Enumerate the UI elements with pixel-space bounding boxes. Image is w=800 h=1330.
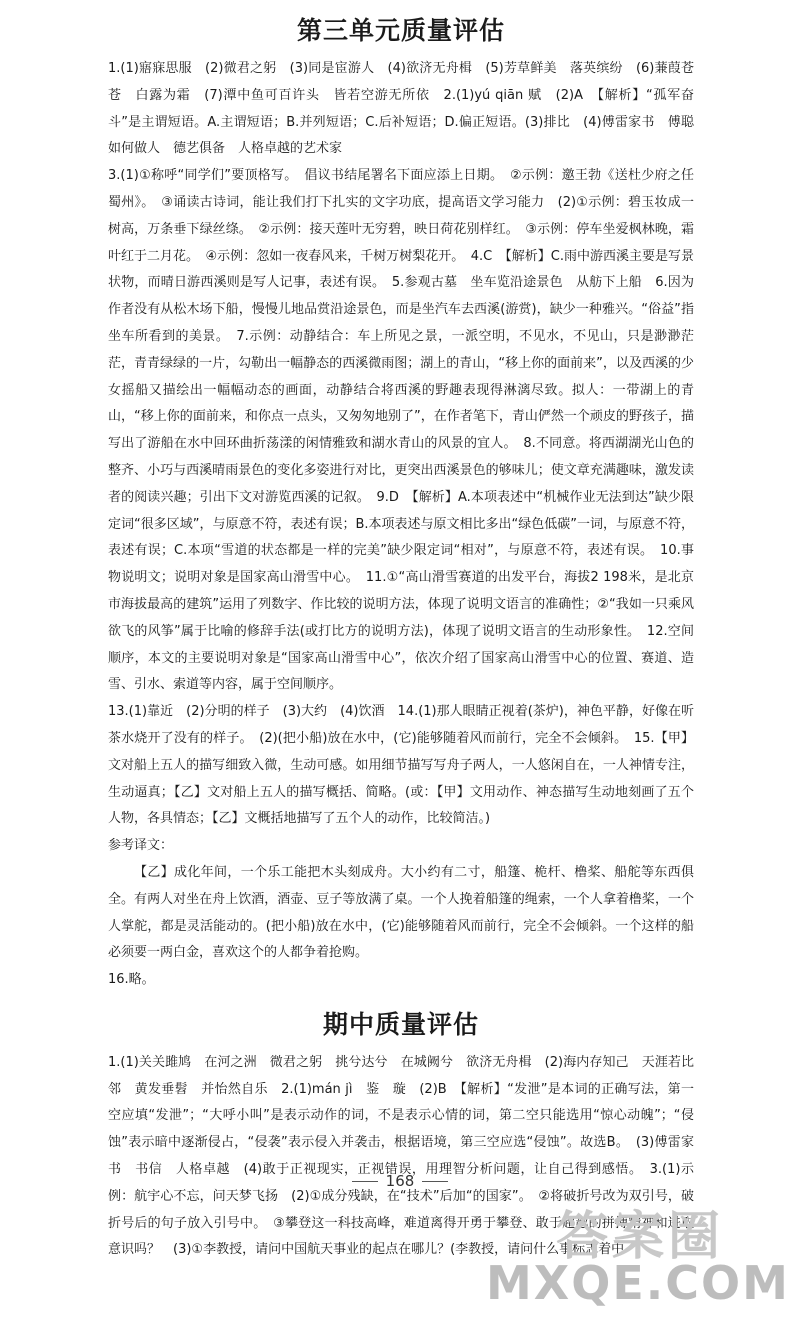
section-title-unit3: 第三单元质量评估 — [296, 16, 505, 45]
answer-paragraph: 3.(1)①称呼“同学们”要顶格写。 倡议书结尾署名下面应添上日期。 ②示例：邀王勃《送杜少府之任蜀州》。 ③诵读古诗词，能让我们打下扎实的文字功底，提高语文学习能力 (2)①示例：碧玉妆成一树高，万条垂下绿丝绦。 ②示例：接天莲叶无穷碧，映日荷花别样红。 ③示例：停车坐爱枫林晚，霜叶红于二月花。 ④示例：忽如一夜春风来，千树万树梨花开。 4.C 【解析】C.雨中游西溪主要是写景状物，而晴日游西溪则是写人记事，表述有误。 5.参观古墓 坐车览沿途景色 从舫下上船 6.因为作者没有从松木场下船，慢慢儿地品赏沿途景色，而是坐汽车去西溪(游赏)，缺少一种雅兴。“俗益”指坐车所看到的美景。 7.示例：动静结合：车上所见之景，一派空明，不见水，不见山，只是渺渺茫茫，青青绿绿的一片，勾勒出一幅静态的西溪微雨图；湖上的青山，“移上你的面前来”，以及西溪的少女摇船又描绘出一幅幅动态的画面，动静结合将西溪的野趣表现得淋漓尽致。拟人：一带湖上的青山，“移上你的面前来，和你点一点头，又匆匆地别了”，在作者笔下，青山俨然一个顽皮的野孩子，描写出了游船在水中回环曲折荡漾的闲情雅致和湖水青山的风景的宜人。 8.不同意。将西湖湖光山色的整齐、小巧与西溪晴雨景色的变化多姿进行对比，更突出西溪景色的够味儿；使文章充满趣味，激发读者的阅读兴趣；引出下文对游览西溪的记叙。 9.D 【解析】A.本项表述中“机械作业无法到达”缺少限定词“很多区域”，与原意不符，表述有误；B.本项表述与原文相比多出“绿色低碳”一词，与原意不符，表述有误；C.本项“雪道的状态都是一样的完美”缺少限定词“相对”，与原意不符，表述有误。 10.事物说明文；说明对象是国家高山滑雪中心。 11.①“高山滑雪赛道的出发平台，海拔2 198米，是北京市海拔最高的建筑”运用了列数字、作比较的说明方法，体现了说明文语言的准确性；②“我如一只乘风欲飞的风筝”属于比喻的修辞手法(或打比方的说明方法)，体现了说明文语言的生动形象性。 12.空间顺序，本文的主要说明对象是“国家高山滑雪中心”，依次介绍了国家高山滑雪中心的位置、赛道、造雪、引水、索道等内容，属于空间顺序。 — [108, 168, 694, 693]
translation-paragraph: 【乙】成化年间，一个乐工能把木头刻成舟。大小约有二寸，船篷、桅杆、橹桨、船舵等东西俱全。有两人对坐在舟上饮酒，酒壶、豆子等放满了桌。一个人挽着船篷的绳索，一个人拿着橹桨，一个人掌舵，都是灵活能动的。(把小船)放在水中，(它)能够随着风而前行，完全不会倾斜。一个这样的船必须要一两白金，喜欢这个的人都争着抢购。 — [108, 864, 694, 961]
dash-left — [352, 1181, 378, 1182]
answer-page — [108, 14, 708, 1264]
answer-paragraph: 13.(1)靠近 (2)分明的样子 (3)大约 (4)饮酒 14.(1)那人眼睛正视着(茶炉)，神色平静，好像在听茶水烧开了没有的样子。 (2)(把小船)放在水中，(它)能够随着风而前行，完全不会倾斜。 15.【甲】文对船上五人的描写细致入微，生动可感。如用细节描写写舟子两人，一人悠闲自在，一人神情专注，生动逼真；【乙】文对船上五人的描写概括、简略。(或：【甲】文用动作、神态描写生动地刻画了五个人物，各具情态；【乙】文概括地描写了五个人的动作，比较简洁。) — [108, 704, 694, 827]
page-number — [0, 1172, 800, 1190]
reference-label: 参考译文： — [108, 838, 174, 854]
section-title-midterm: 期中质量评估 — [322, 1009, 479, 1039]
watermark-logo-text: 答案圈 — [556, 1207, 725, 1267]
dash-right — [422, 1181, 448, 1182]
answer-paragraph: 1.(1)关关雎鸠 在河之洲 微君之躬 挑兮达兮 在城阙兮 欲济无舟楫 (2)海内存知己 天涯若比邻 黄发垂髫 并怡然自乐 2.(1)mán jì 鉴 璇 (2)B 【解析】“发泄”是本词的正确写法，第一空应填“发泄”；“大呼小叫”是表示动作的词，不是表示心情的词，第二空只能选用“惊心动魄”；“侵蚀”表示暗中逐渐侵占，“侵袭”表示侵入并袭击，根据语境，第三空应选“侵蚀”。故选B。 (3)傅雷家书 书信 人格卓越 (4)敢于正视现实，正视错误，用理智分析问题，让自己得到感悟。 3.(1)示例：航宇心不忘，问天梦飞扬 (2)①成分残缺，在“技术”后加“的国家”。 ②将破折号改为双引号，破折号后的句子放入引号中。 ③攀登这一科技高峰，难道离得开勇于攀登、敢于超越的拼搏精神和进取意识吗？ (3)①李教授，请问中国航天事业的起点在哪儿？(李教授，请问什么事标志着中 — [108, 1054, 694, 1258]
page-number-text: 168 — [385, 1172, 415, 1190]
answer-paragraph: 16.略。 — [108, 972, 155, 988]
watermark — [486, 1194, 790, 1312]
watermark-url: MXQE.COM — [486, 1256, 790, 1310]
answer-paragraph: 1.(1)寤寐思服 (2)微君之躬 (3)同是宦游人 (4)欲济无舟楫 (5)芳草鲜美 落英缤纷 (6)蒹葭苍苍 白露为霜 (7)潭中鱼可百许头 皆若空游无所依 2.(1)yú qiān 赋 (2)A 【解析】“孤军奋斗”是主谓短语。A.主谓短语；B.并列短语；C.后补短语；D.偏正短语。(3)排比 (4)傅雷家书 傅聪 如何做人 德艺俱备 人格卓越的艺术家 — [108, 61, 708, 157]
